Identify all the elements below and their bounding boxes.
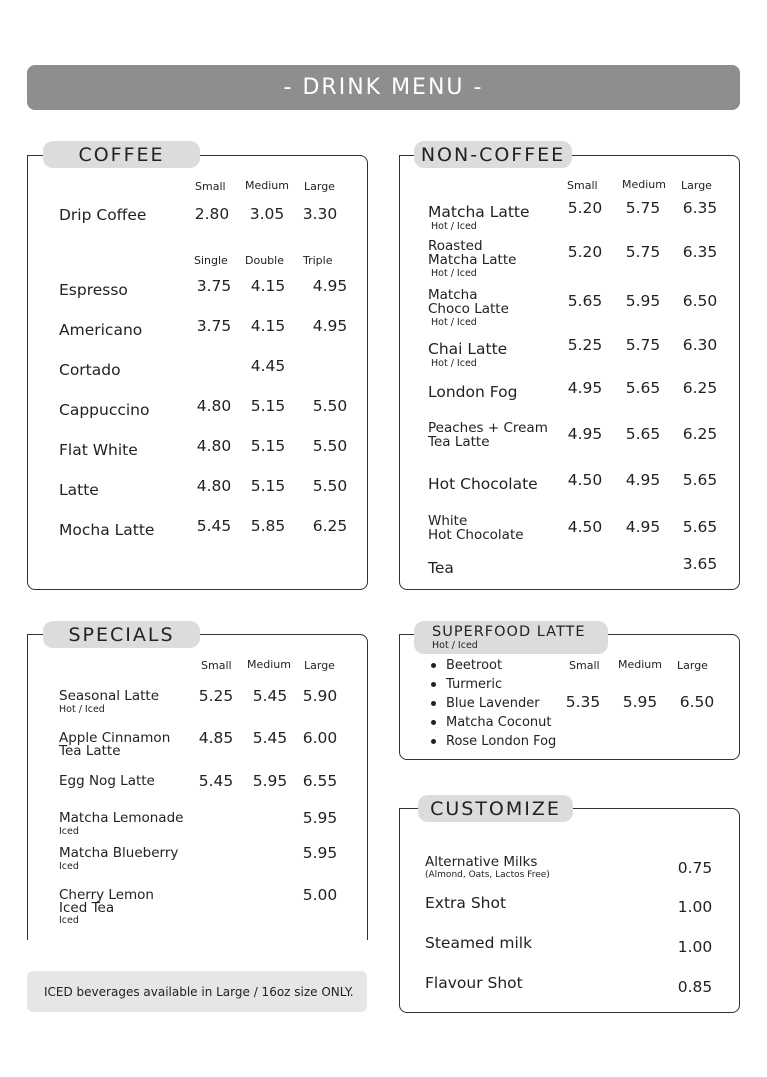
noncoffee-item-name: White xyxy=(428,513,468,529)
specials-price: 6.55 xyxy=(302,772,338,790)
specials-item-name: Iced Tea xyxy=(59,900,115,916)
specials-item-name: Matcha Lemonade xyxy=(59,810,184,826)
superfood-heading: SUPERFOOD LATTE xyxy=(432,624,586,640)
specials-item-name: Cherry Lemon xyxy=(59,887,154,903)
specials-price: 5.95 xyxy=(252,772,288,790)
coffee-price: 5.15 xyxy=(250,437,286,455)
superfood-size-header-large: Large xyxy=(677,659,708,672)
specials-item-name: Matcha Blueberry xyxy=(59,845,179,861)
noncoffee-price: 5.25 xyxy=(567,336,603,354)
noncoffee-price: 5.20 xyxy=(567,199,603,217)
coffee-heading-tab xyxy=(43,141,200,168)
noncoffee-price: 6.35 xyxy=(682,243,718,261)
customize-item-sub: (Almond, Oats, Lactos Free) xyxy=(425,870,550,880)
noncoffee-size-header-small: Small xyxy=(567,179,598,192)
specials-price: 5.95 xyxy=(302,844,338,862)
customize-heading-tab xyxy=(418,795,573,822)
superfood-price-medium: 5.95 xyxy=(622,693,658,711)
coffee-price: 4.95 xyxy=(312,277,348,295)
noncoffee-price: 6.35 xyxy=(682,199,718,217)
specials-size-header-medium: Medium xyxy=(247,658,291,671)
coffee-price: 5.50 xyxy=(312,477,348,495)
noncoffee-price: 4.50 xyxy=(567,471,603,489)
noncoffee-item-name: Matcha Latte xyxy=(428,203,530,221)
iced-beverages-note xyxy=(27,971,367,1012)
noncoffee-item-name: Matcha Latte xyxy=(428,252,517,268)
specials-price: 4.85 xyxy=(198,729,234,747)
customize-price: 0.85 xyxy=(677,978,713,996)
noncoffee-item-sub: Hot / Iced xyxy=(431,268,477,279)
noncoffee-item-sub: Hot / Iced xyxy=(431,317,477,328)
coffee-price: 4.80 xyxy=(196,397,232,415)
menu-title-banner xyxy=(27,65,740,110)
coffee-price: 6.25 xyxy=(312,517,348,535)
superfood-sub: Hot / Iced xyxy=(432,640,478,651)
superfood-price-large: 6.50 xyxy=(679,693,715,711)
coffee-price: 4.80 xyxy=(196,437,232,455)
coffee-price: 5.45 xyxy=(196,517,232,535)
coffee-item-name: Drip Coffee xyxy=(59,206,147,224)
specials-price: 5.45 xyxy=(252,687,288,705)
noncoffee-price: 5.65 xyxy=(625,379,661,397)
superfood-size-header-medium: Medium xyxy=(618,658,662,671)
customize-price: 1.00 xyxy=(677,938,713,956)
noncoffee-price: 6.30 xyxy=(682,336,718,354)
specials-item-sub: Hot / Iced xyxy=(59,704,105,715)
customize-item-name: Flavour Shot xyxy=(425,974,523,992)
coffee-heading: COFFEE xyxy=(78,143,165,166)
specials-price: 5.95 xyxy=(302,809,338,827)
coffee-shot-header-triple: Triple xyxy=(303,254,333,267)
coffee-item-name: Mocha Latte xyxy=(59,521,155,539)
noncoffee-price: 4.95 xyxy=(567,379,603,397)
noncoffee-price: 4.95 xyxy=(567,425,603,443)
coffee-price: 4.15 xyxy=(250,277,286,295)
coffee-price: 2.80 xyxy=(194,205,230,223)
specials-price: 5.25 xyxy=(198,687,234,705)
specials-item-name: Apple Cinnamon xyxy=(59,730,171,746)
coffee-price: 3.05 xyxy=(249,205,285,223)
coffee-price: 5.15 xyxy=(250,397,286,415)
specials-heading: SPECIALS xyxy=(68,623,175,646)
coffee-price: 3.30 xyxy=(302,205,338,223)
coffee-shot-header-single: Single xyxy=(194,254,228,267)
coffee-item-name: Americano xyxy=(59,321,143,339)
noncoffee-heading-tab xyxy=(414,141,572,168)
superfood-flavour-list xyxy=(429,656,556,751)
specials-price: 5.90 xyxy=(302,687,338,705)
noncoffee-price: 5.95 xyxy=(625,292,661,310)
specials-size-header-small: Small xyxy=(201,659,232,672)
customize-price: 0.75 xyxy=(677,859,713,877)
superfood-size-header-small: Small xyxy=(569,659,600,672)
superfood-flavour-item: Beetroot xyxy=(429,656,556,675)
coffee-price: 5.85 xyxy=(250,517,286,535)
noncoffee-price: 5.20 xyxy=(567,243,603,261)
noncoffee-price: 6.50 xyxy=(682,292,718,310)
noncoffee-price: 4.95 xyxy=(625,518,661,536)
noncoffee-price: 5.75 xyxy=(625,336,661,354)
noncoffee-item-sub: Hot / Iced xyxy=(431,358,477,369)
coffee-price: 5.50 xyxy=(312,437,348,455)
noncoffee-item-name: Matcha xyxy=(428,287,478,303)
specials-item-name: Egg Nog Latte xyxy=(59,773,155,789)
specials-price: 5.45 xyxy=(252,729,288,747)
coffee-price: 4.45 xyxy=(250,357,286,375)
specials-price: 5.00 xyxy=(302,886,338,904)
noncoffee-item-name: Peaches + Cream xyxy=(428,420,548,436)
specials-price: 5.45 xyxy=(198,772,234,790)
coffee-price: 5.15 xyxy=(250,477,286,495)
noncoffee-price: 6.25 xyxy=(682,379,718,397)
coffee-price: 4.15 xyxy=(250,317,286,335)
specials-item-name: Seasonal Latte xyxy=(59,688,159,704)
noncoffee-item-name: Tea Latte xyxy=(428,434,490,450)
superfood-flavour-item: Blue Lavender xyxy=(429,694,556,713)
noncoffee-price: 5.65 xyxy=(567,292,603,310)
noncoffee-price: 5.65 xyxy=(682,471,718,489)
noncoffee-item-name: Choco Latte xyxy=(428,301,509,317)
coffee-item-name: Espresso xyxy=(59,281,128,299)
noncoffee-item-sub: Hot / Iced xyxy=(431,221,477,232)
coffee-item-name: Flat White xyxy=(59,441,138,459)
superfood-heading-tab xyxy=(414,621,608,654)
coffee-shot-header-double: Double xyxy=(245,254,284,267)
specials-heading-tab xyxy=(43,621,200,648)
superfood-flavour-item: Rose London Fog xyxy=(429,732,556,751)
coffee-price: 4.80 xyxy=(196,477,232,495)
coffee-size-header-large: Large xyxy=(304,180,335,193)
noncoffee-price: 5.75 xyxy=(625,199,661,217)
customize-heading: CUSTOMIZE xyxy=(430,797,561,820)
noncoffee-item-name: Chai Latte xyxy=(428,340,508,358)
menu-title: - DRINK MENU - xyxy=(283,75,484,100)
noncoffee-size-header-large: Large xyxy=(681,179,712,192)
noncoffee-item-name: Roasted xyxy=(428,238,483,254)
coffee-size-header-medium: Medium xyxy=(245,179,289,192)
noncoffee-item-name: Hot Chocolate xyxy=(428,475,538,493)
noncoffee-price: 6.25 xyxy=(682,425,718,443)
coffee-price: 3.75 xyxy=(196,277,232,295)
specials-item-sub: Iced xyxy=(59,915,79,926)
noncoffee-price: 5.65 xyxy=(682,518,718,536)
customize-price: 1.00 xyxy=(677,898,713,916)
superfood-flavour-item: Matcha Coconut xyxy=(429,713,556,732)
specials-item-sub: Iced xyxy=(59,861,79,872)
coffee-item-name: Cortado xyxy=(59,361,121,379)
specials-item-sub: Iced xyxy=(59,826,79,837)
noncoffee-item-name: Tea xyxy=(428,559,454,577)
coffee-item-name: Latte xyxy=(59,481,99,499)
coffee-item-name: Cappuccino xyxy=(59,401,150,419)
specials-size-header-large: Large xyxy=(304,659,335,672)
noncoffee-item-name: London Fog xyxy=(428,383,518,401)
customize-item-name: Alternative Milks xyxy=(425,854,538,870)
customize-item-name: Extra Shot xyxy=(425,894,507,912)
noncoffee-heading: NON-COFFEE xyxy=(420,143,566,166)
noncoffee-item-name: Hot Chocolate xyxy=(428,527,524,543)
coffee-price: 3.75 xyxy=(196,317,232,335)
iced-note-text: ICED beverages available in Large / 16oz size ONLY. xyxy=(44,984,354,999)
superfood-flavour-item: Turmeric xyxy=(429,675,556,694)
specials-item-name: Tea Latte xyxy=(59,743,121,759)
noncoffee-price: 4.50 xyxy=(567,518,603,536)
customize-item-name: Steamed milk xyxy=(425,934,533,952)
specials-price: 6.00 xyxy=(302,729,338,747)
coffee-size-header-small: Small xyxy=(195,180,226,193)
noncoffee-price: 5.65 xyxy=(625,425,661,443)
noncoffee-price: 4.95 xyxy=(625,471,661,489)
coffee-price: 5.50 xyxy=(312,397,348,415)
noncoffee-price: 3.65 xyxy=(682,555,718,573)
noncoffee-size-header-medium: Medium xyxy=(622,178,666,191)
coffee-price: 4.95 xyxy=(312,317,348,335)
superfood-price-small: 5.35 xyxy=(565,693,601,711)
noncoffee-price: 5.75 xyxy=(625,243,661,261)
